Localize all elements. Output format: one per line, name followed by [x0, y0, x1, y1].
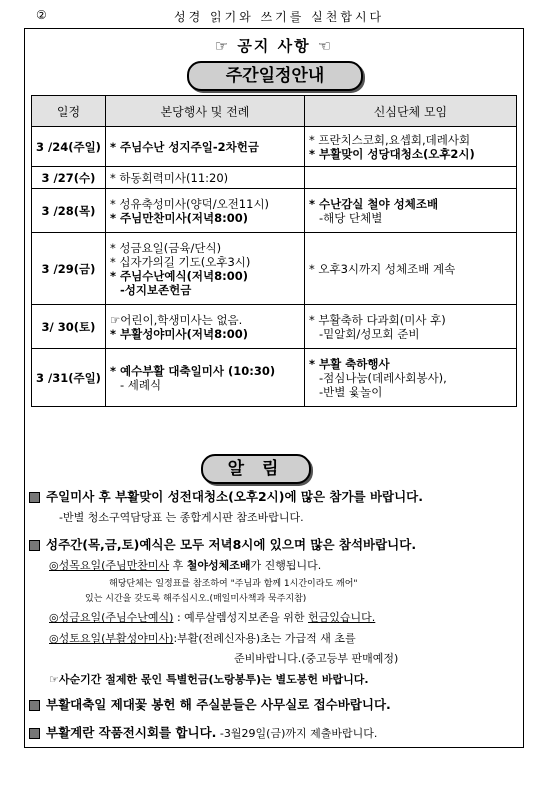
group-line: * 수난감실 철야 성체조배	[308, 196, 439, 211]
group-line: * 부활축하 다과회(미사 후)	[308, 312, 446, 327]
row-events	[105, 349, 304, 407]
event-line: * 주님수난 성지주일-2차헌금	[109, 139, 259, 154]
announcement-deadline: -3월29일(금)까지 제출바랍니다.	[216, 727, 378, 740]
good-friday-line: ◎성금요일(주님수난예식) : 예루살렘성지보존을 위한 헌금있습니다.	[49, 611, 376, 624]
holy-saturday-note: 준비바랍니다.(중고등부 판매예정)	[234, 652, 399, 665]
row-events	[105, 233, 304, 305]
announcement-headline: 주일미사 후 부활맞이 성전대청소(오후2시)에 많은 참가를 바랍니다.	[46, 489, 424, 504]
row-date: 3/ 30(토)	[32, 305, 106, 349]
event-line: * 성금요일(금육/단식)	[109, 240, 222, 255]
schedule-table	[31, 95, 517, 407]
square-bullet-icon	[29, 700, 40, 711]
announcement-headline: 성주간(목,금,토)예식은 모두 저녁8시에 있으며 많은 참석바랍니다.	[46, 537, 417, 552]
row-events	[105, 127, 304, 167]
square-bullet-icon	[29, 492, 40, 503]
group-line: -반별 윷놀이	[318, 384, 383, 399]
event-line: - 세례식	[119, 377, 162, 392]
announcement-headline: 부활대축일 제대꽃 봉헌 해 주실분들은 사무실로 접수바랍니다.	[46, 697, 391, 712]
page-number: ②	[36, 8, 47, 22]
row-date: 3 /24(주일)	[32, 127, 106, 167]
group-line: * 오후3시까지 성체조배 계속	[308, 261, 456, 276]
table-row	[32, 349, 517, 407]
event-line: * 주님만찬미사(저녁8:00)	[109, 210, 248, 225]
announcement-detail: -반별 청소구역담당표 는 종합게시판 참조바랍니다.	[59, 511, 304, 524]
schedule-header-row	[32, 96, 517, 127]
announcement-3	[29, 695, 517, 713]
row-groups	[304, 305, 516, 349]
group-line: -해당 단체별	[318, 210, 383, 225]
table-row	[32, 167, 517, 189]
special-offering-line: ☞사순기간 절제한 몫인 특별헌금(노랑봉투)는 별도봉헌 바랍니다.	[49, 673, 369, 686]
table-row	[32, 233, 517, 305]
event-line: ☞어린이,학생미사는 없음.	[109, 312, 243, 327]
announcements-title: 알 림	[201, 454, 311, 484]
header-groups: 신심단체 모임	[304, 96, 516, 127]
row-groups	[304, 233, 516, 305]
square-bullet-icon	[29, 728, 40, 739]
announcement-2	[29, 535, 517, 687]
event-line: -성지보존헌금	[119, 282, 192, 297]
header-events: 본당행사 및 전례	[105, 96, 304, 127]
row-date: 3 /31(주일)	[32, 349, 106, 407]
group-line: * 프란치스코회,요셉회,데레사회	[308, 132, 471, 147]
page-header	[24, 6, 524, 28]
table-row	[32, 189, 517, 233]
holy-saturday-line: ◎성토요일(부활성야미사):부활(전례신자용)초는 가급적 새 초를	[49, 632, 356, 645]
row-date: 3 /28(목)	[32, 189, 106, 233]
event-line: * 성유축성미사(양덕/오전11시)	[109, 196, 270, 211]
group-line: -점심나눔(데레사회봉사),	[318, 370, 447, 385]
page-slogan: 성경 읽기와 쓰기를 실천합시다	[174, 10, 385, 24]
row-groups	[304, 189, 516, 233]
notice-box	[24, 28, 524, 748]
event-line: * 하동회력미사(11:20)	[109, 170, 229, 185]
row-events	[105, 189, 304, 233]
row-groups	[304, 127, 516, 167]
row-date: 3 /29(금)	[32, 233, 106, 305]
row-groups	[304, 349, 516, 407]
holy-thursday-note: 있는 시간을 갖도록 해주십시오.(매일미사책과 묵주지참)	[85, 594, 307, 604]
holy-thursday-note: 해당단체는 일정표를 참조하여 "주님과 함께 1시간이라도 깨어"	[109, 579, 358, 589]
event-line: * 예수부활 대축일미사 (10:30)	[109, 363, 276, 378]
announcement-4	[29, 723, 517, 741]
group-line: -밑알회/성모회 준비	[318, 326, 420, 341]
group-line: * 부활맞이 성당대청소(오후2시)	[308, 146, 475, 161]
table-row	[32, 127, 517, 167]
announcement-headline: 부활계란 작품전시회를 합니다.	[46, 725, 217, 740]
square-bullet-icon	[29, 540, 40, 551]
header-date: 일정	[32, 96, 106, 127]
event-line: * 주님수난예식(저녁8:00)	[109, 268, 248, 283]
row-events	[105, 305, 304, 349]
announcement-1	[29, 487, 517, 525]
group-line: * 부활 축하행사	[308, 356, 390, 371]
table-row	[32, 305, 517, 349]
event-line: * 십자가의길 기도(오후3시)	[109, 254, 251, 269]
event-line: * 부활성야미사(저녁8:00)	[109, 326, 248, 341]
notice-title: ☞ 공지 사항 ☜	[214, 37, 334, 55]
weekly-schedule-title: 주간일정안내	[187, 61, 363, 91]
row-date: 3 /27(수)	[32, 167, 106, 189]
row-groups	[304, 167, 516, 189]
holy-thursday-line: ◎성목요일(주님만찬미사 후 철야성체조배가 진행됩니다.	[49, 559, 322, 572]
row-events	[105, 167, 304, 189]
